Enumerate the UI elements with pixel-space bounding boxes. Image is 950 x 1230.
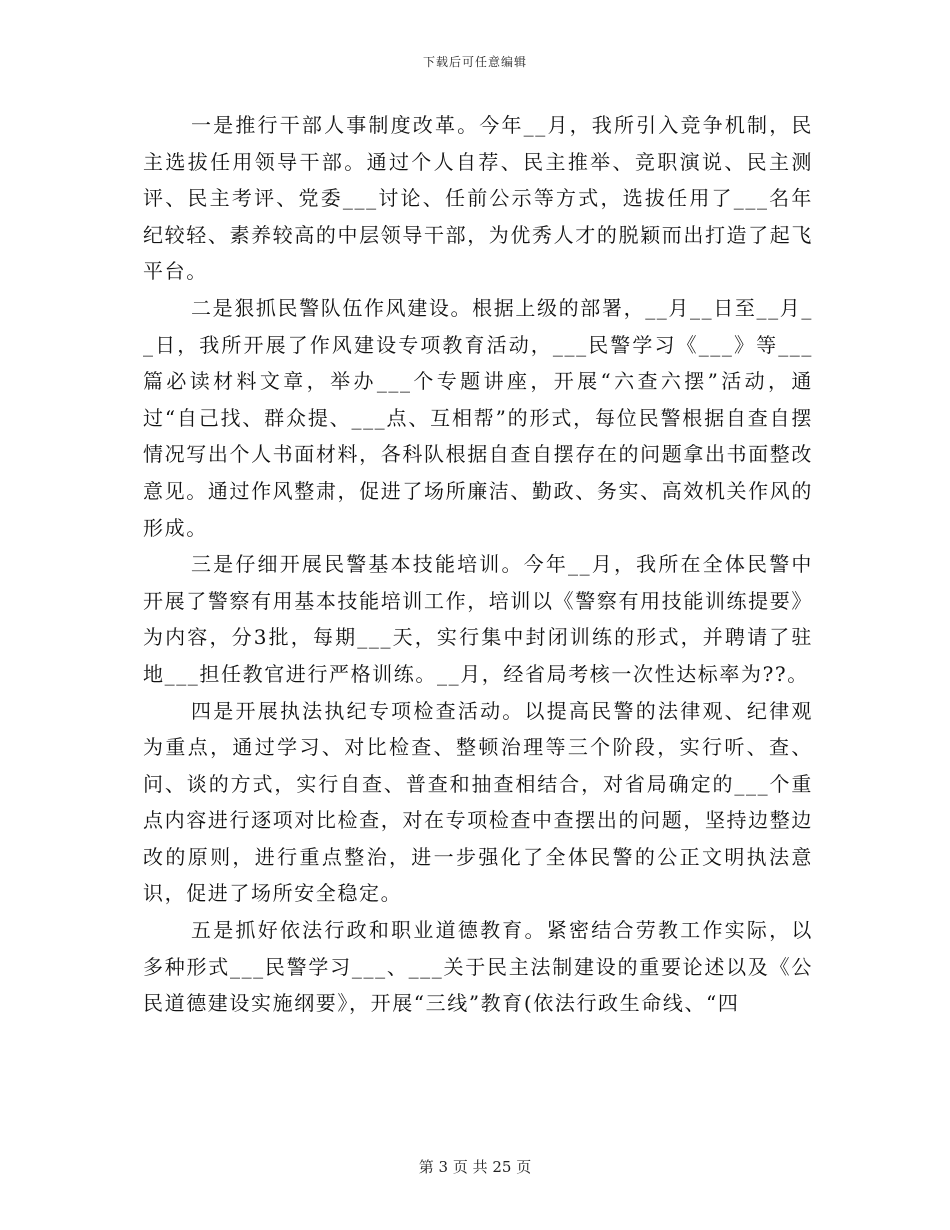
paragraph-4: 四是开展执法执纪专项检查活动。以提高民警的法律观、纪律观为重点，通过学习、对比检查、整顿治理等三个阶段，实行听、查、问、谈的方式，实行自查、普查和抽查相结合，对省局确定的___个重点内容进行逐项对比检查，对在专项检查中查摆出的问题，坚持边整边改的原则，进行重点整治，进一步强化了全体民警的公正文明执法意识，促进了场所安全稳定。: [143, 698, 813, 906]
paragraph-5: 五是抓好依法行政和职业道德教育。紧密结合劳教工作实际，以多种形式___民警学习___、___关于民主法制建设的重要论述以及《公民道德建设实施纲要》，开展“三线”教育(依法行政生命线、“四: [143, 918, 813, 1016]
paragraph-1: 一是推行干部人事制度改革。今年__月，我所引入竞争机制，民主选拔任用领导干部。通过个人自荐、民主推举、竞职演说、民主测评、民主考评、党委___讨论、任前公示等方式，选拔任用了___名年纪较轻、素养较高的中层领导干部，为优秀人才的脱颖而出打造了起飞平台。: [143, 113, 813, 284]
document-body: [143, 107, 813, 1022]
page-header: 下载后可任意编辑: [422, 55, 527, 69]
page-number-footer: 第 3 页 共 25 页: [418, 1158, 532, 1176]
paragraph-3: 三是仔细开展民警基本技能培训。今年__月，我所在全体民警中开展了警察有用基本技能培训工作，培训以《警察有用技能训练提要》为内容，分3批，每期___天，实行集中封闭训练的形式，并聘请了驻地___担任教官进行严格训练。__月，经省局考核一次性达标率为??。: [143, 552, 813, 686]
paragraph-2: 二是狠抓民警队伍作风建设。根据上级的部署，__月__日至__月__日，我所开展了作风建设专项教育活动，___民警学习《___》等___篇必读材料文章，举办___个专题讲座，开展“六查六摆”活动，通过“自己找、群众提、___点、互相帮”的形式，每位民警根据自查自摆情况写出个人书面材料，各科队根据自查自摆存在的问题拿出书面整改意见。通过作风整肃，促进了场所廉洁、勤政、务实、高效机关作风的形成。: [143, 295, 813, 540]
